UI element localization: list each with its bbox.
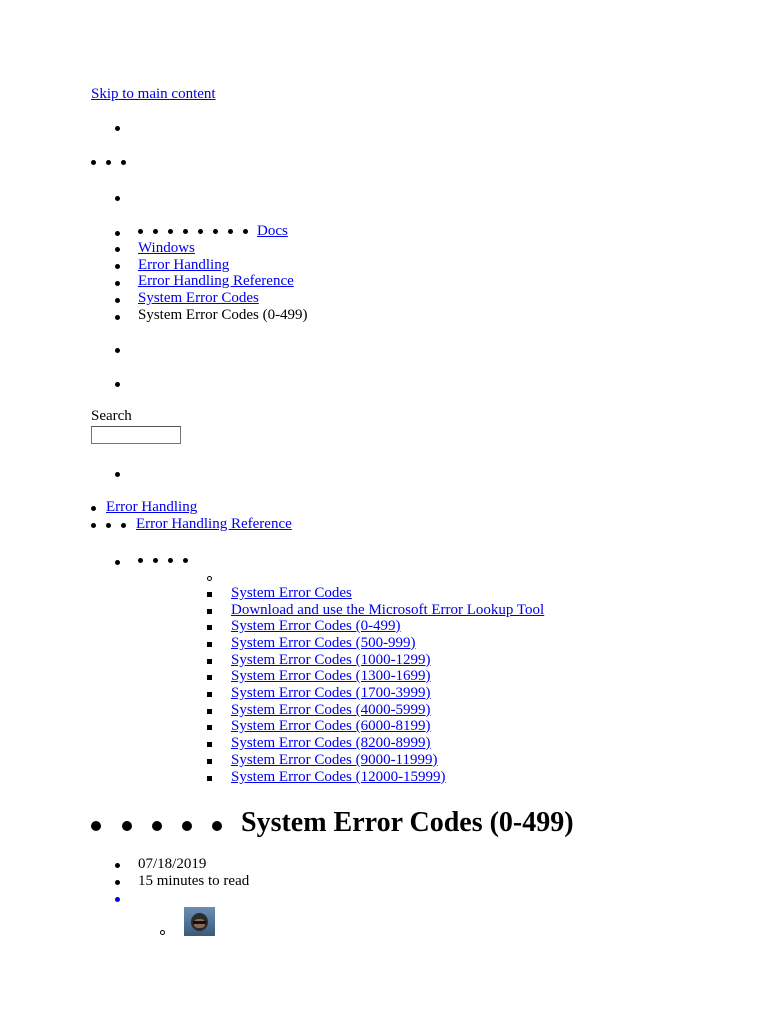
list-bullet (207, 576, 212, 581)
toc-item[interactable]: System Error Codes (6000-8199) (231, 718, 431, 734)
list-bullet (207, 659, 212, 664)
list-bullet (91, 160, 96, 165)
toc-item[interactable]: System Error Codes (500-999) (231, 635, 416, 651)
list-bullet (138, 229, 143, 234)
nav-error-handling-link[interactable]: Error Handling (106, 499, 198, 515)
list-bullet (115, 472, 120, 477)
list-bullet (121, 523, 126, 528)
list-bullet (138, 558, 143, 563)
list-bullet (160, 930, 165, 935)
read-time: 15 minutes to read (138, 873, 250, 889)
toc-item[interactable]: System Error Codes (0-499) (231, 618, 401, 634)
toc-item[interactable]: System Error Codes (1300-1699) (231, 668, 431, 684)
toc-item[interactable]: Download and use the Microsoft Error Lookup Tool (231, 602, 545, 618)
nav-error-handling-reference-link[interactable]: Error Handling Reference (136, 516, 292, 532)
list-bullet (115, 880, 120, 885)
list-bullet (115, 126, 120, 131)
avatar-glasses-shape (193, 921, 206, 924)
toc-item[interactable]: System Error Codes (12000-15999) (231, 769, 446, 785)
list-bullet (207, 742, 212, 747)
list-bullet (168, 558, 173, 563)
list-bullet (115, 281, 120, 286)
breadcrumb-item-windows[interactable]: Windows (138, 240, 195, 256)
toc-item[interactable]: System Error Codes (8200-8999) (231, 735, 431, 751)
list-bullet (243, 229, 248, 234)
list-bullet (115, 264, 120, 269)
list-bullet (198, 229, 203, 234)
list-bullet (153, 229, 158, 234)
list-bullet (207, 675, 212, 680)
toc-item[interactable]: System Error Codes (4000-5999) (231, 702, 431, 718)
breadcrumb-item-error-handling[interactable]: Error Handling (138, 257, 230, 273)
list-bullet (115, 382, 120, 387)
toc-item[interactable]: System Error Codes (1700-3999) (231, 685, 431, 701)
list-bullet (207, 725, 212, 730)
skip-to-main-link[interactable]: Skip to main content (91, 86, 216, 102)
toc-item[interactable]: System Error Codes (9000-11999) (231, 752, 438, 768)
list-bullet (115, 247, 120, 252)
list-bullet (121, 160, 126, 165)
page-title: System Error Codes (0-499) (241, 807, 574, 838)
list-bullet (182, 821, 192, 831)
list-bullet (152, 821, 162, 831)
breadcrumb-current: System Error Codes (0-499) (138, 307, 308, 323)
list-bullet (91, 821, 101, 831)
search-input[interactable] (91, 426, 181, 444)
list-bullet (213, 229, 218, 234)
list-bullet (207, 776, 212, 781)
toc-item[interactable]: System Error Codes (1000-1299) (231, 652, 431, 668)
search-label: Search (91, 408, 132, 424)
list-bullet (115, 897, 120, 902)
list-bullet (207, 609, 212, 614)
list-bullet (207, 642, 212, 647)
breadcrumb-item-error-handling-reference[interactable]: Error Handling Reference (138, 273, 294, 289)
list-bullet (183, 229, 188, 234)
list-bullet (212, 821, 222, 831)
list-bullet (207, 709, 212, 714)
list-bullet (207, 759, 212, 764)
toc-item[interactable]: System Error Codes (231, 585, 352, 601)
list-bullet (115, 231, 120, 236)
list-bullet (207, 692, 212, 697)
breadcrumb-item-system-error-codes[interactable]: System Error Codes (138, 290, 259, 306)
breadcrumb-item-docs[interactable]: Docs (257, 223, 288, 239)
list-bullet (207, 625, 212, 630)
list-bullet (106, 160, 111, 165)
list-bullet (91, 506, 96, 511)
list-bullet (207, 592, 212, 597)
list-bullet (115, 560, 120, 565)
list-bullet (115, 196, 120, 201)
list-bullet (122, 821, 132, 831)
list-bullet (106, 523, 111, 528)
list-bullet (91, 523, 96, 528)
list-bullet (115, 863, 120, 868)
list-bullet (183, 558, 188, 563)
article-date: 07/18/2019 (138, 856, 207, 872)
list-bullet (228, 229, 233, 234)
list-bullet (115, 315, 120, 320)
avatar[interactable] (184, 907, 215, 936)
list-bullet (115, 298, 120, 303)
list-bullet (168, 229, 173, 234)
list-bullet (115, 348, 120, 353)
list-bullet (153, 558, 158, 563)
